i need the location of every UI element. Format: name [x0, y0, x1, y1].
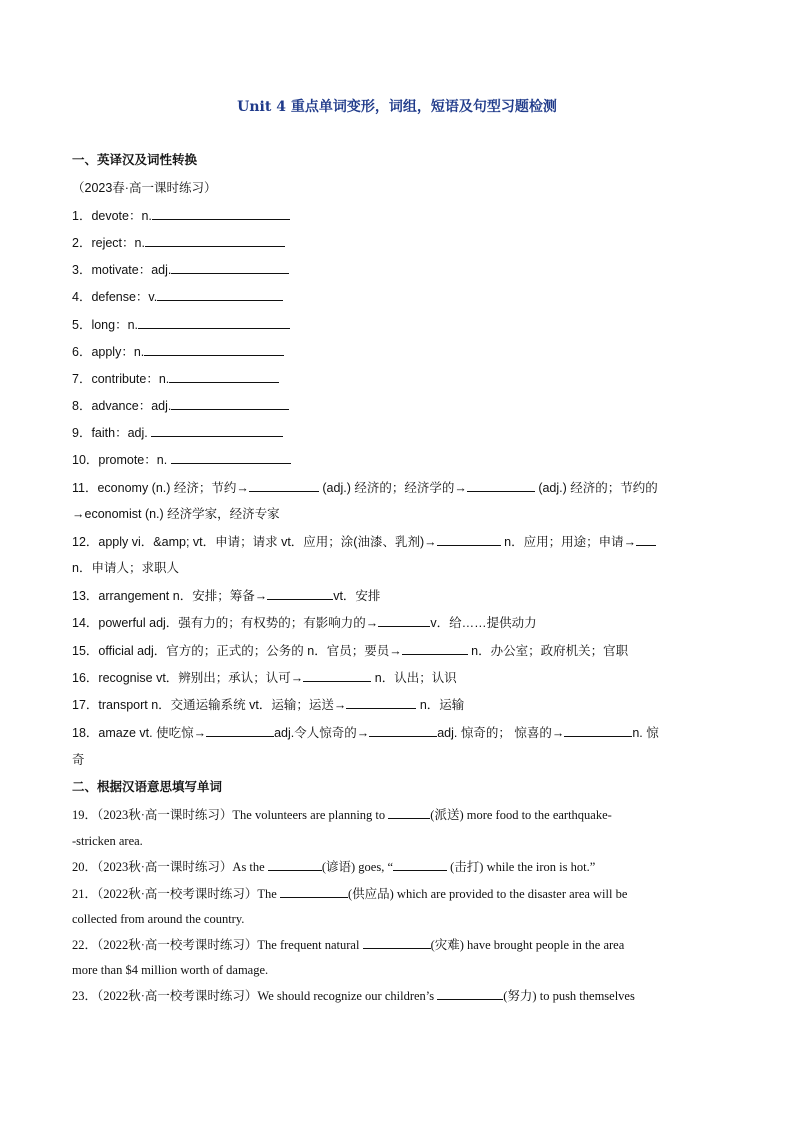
- answer-blank[interactable]: [303, 669, 371, 682]
- answer-blank[interactable]: [249, 479, 319, 492]
- item-text: vt．安排: [333, 589, 381, 603]
- item-1: [72, 207, 290, 224]
- item-10: [72, 451, 291, 468]
- answer-blank[interactable]: [157, 288, 283, 301]
- sentence-20: [72, 858, 595, 875]
- section-1-heading: 一、英译汉及词性转换: [72, 152, 198, 167]
- sentence-19-continued: -stricken area.: [72, 834, 143, 848]
- item-text: 15．official adj．官方的；正式的；公务的 n．官员；要员→: [72, 644, 402, 658]
- item-text: 12．apply vi．&amp; vt．申请；请求 vt．应用；涂(油漆、乳剂)→: [72, 535, 437, 549]
- item-text: (adj.) 经济的；经济学的→: [318, 481, 467, 495]
- answer-blank[interactable]: [346, 696, 416, 709]
- item-text: (adj.) 经济的；节约的: [534, 481, 658, 495]
- item-13: [72, 587, 380, 604]
- answer-blank[interactable]: [206, 724, 274, 737]
- sentence-23: [72, 987, 635, 1004]
- item-text: 8．advance：adj.: [72, 399, 172, 413]
- item-text: 9．faith：adj.: [72, 426, 152, 440]
- answer-blank[interactable]: [145, 234, 285, 247]
- item-text: adj.令人惊奇的→: [274, 726, 370, 740]
- answer-blank[interactable]: [268, 858, 322, 871]
- item-text: n．办公室；政府机关；官职: [467, 644, 629, 658]
- answer-blank[interactable]: [144, 343, 284, 356]
- answer-blank[interactable]: [267, 587, 333, 600]
- answer-blank[interactable]: [402, 642, 468, 655]
- answer-blank[interactable]: [171, 261, 289, 274]
- sentence-21: [72, 885, 627, 902]
- answer-blank[interactable]: [280, 885, 348, 898]
- item-text: 3．motivate：adj.: [72, 263, 172, 277]
- item-text: 10．promote：n.: [72, 453, 171, 467]
- sentence-22: [72, 936, 624, 953]
- item-text: 14．powerful adj．强有力的；有权势的；有影响力的→: [72, 616, 379, 630]
- item-text: n. 惊: [632, 726, 659, 740]
- item-text: 5．long：n.: [72, 318, 139, 332]
- sentence-text: (灾难) have brought people in the area: [430, 938, 625, 952]
- item-text: 17．transport n．交通运输系统 vt．运输；运送→: [72, 698, 347, 712]
- item-11-continued: →economist (n.) 经济学家，经济专家: [72, 507, 280, 521]
- sentence-text: (供应品) which are provided to the disaster area will be: [347, 887, 628, 901]
- item-14: [72, 614, 537, 631]
- answer-blank[interactable]: [171, 451, 291, 464]
- item-text: 18．amaze vt. 使吃惊→: [72, 726, 207, 740]
- sentence-text: 20．（2023秋·高一课时练习）As the: [72, 860, 268, 874]
- item-text: n．认出；认识: [371, 671, 457, 685]
- sentence-text: 19．（2023秋·高一课时练习）The volunteers are planning to: [72, 808, 389, 822]
- item-7: [72, 370, 279, 387]
- item-text: n．应用；用途；申请→: [500, 535, 637, 549]
- answer-blank[interactable]: [138, 316, 290, 329]
- item-8: [72, 397, 289, 414]
- item-17: [72, 696, 464, 713]
- answer-blank[interactable]: [437, 533, 501, 546]
- item-text: 4．defense：v.: [72, 290, 158, 304]
- item-12: [72, 533, 656, 550]
- section-2-heading: 二、根据汉语意思填写单词: [72, 779, 223, 794]
- item-text: adj. 惊奇的； 惊喜的→: [437, 726, 565, 740]
- item-text: 11．economy (n.) 经济；节约→: [72, 481, 249, 495]
- answer-blank[interactable]: [378, 614, 430, 627]
- item-12-continued: n．申请人；求职人: [72, 561, 179, 575]
- sentence-text: (派送) more food to the earthquake-: [430, 808, 612, 822]
- item-16: [72, 669, 457, 686]
- item-2: [72, 234, 285, 251]
- sentence-text: (击打) while the iron is hot.”: [447, 860, 596, 874]
- sentence-21-continued: collected from around the country.: [72, 912, 245, 926]
- item-3: [72, 261, 289, 278]
- answer-blank[interactable]: [393, 858, 447, 871]
- item-18-continued: 奇: [72, 753, 85, 767]
- sentence-text: (谚语) goes, “: [321, 860, 393, 874]
- answer-blank[interactable]: [171, 397, 289, 410]
- answer-blank[interactable]: [437, 987, 503, 1000]
- item-6: [72, 343, 284, 360]
- item-text: 2．reject：n.: [72, 236, 145, 250]
- document-title: Unit 4 重点单词变形，词组，短语及句型习题检测: [237, 99, 557, 115]
- item-15: [72, 642, 628, 659]
- answer-blank[interactable]: [152, 207, 290, 220]
- item-4: [72, 288, 283, 305]
- answer-blank[interactable]: [363, 936, 431, 949]
- item-text: 13．arrangement n．安排；筹备→: [72, 589, 268, 603]
- sentence-text: (努力) to push themselves: [503, 989, 635, 1003]
- item-text: 16．recognise vt．辨别出；承认；认可→: [72, 671, 304, 685]
- answer-blank[interactable]: [467, 479, 535, 492]
- answer-blank[interactable]: [636, 533, 656, 546]
- sentence-text: 23．（2022秋·高一校考课时练习）We should recognize our children’s: [72, 989, 438, 1003]
- answer-blank[interactable]: [151, 424, 283, 437]
- answer-blank[interactable]: [564, 724, 632, 737]
- answer-blank[interactable]: [369, 724, 437, 737]
- item-18: [72, 724, 659, 741]
- section-1-source: （2023春·高一课时练习）: [72, 181, 217, 195]
- sentence-19: [72, 806, 612, 823]
- item-11: [72, 479, 658, 496]
- item-text: 1．devote：n.: [72, 209, 152, 223]
- item-text: n．运输: [416, 698, 465, 712]
- sentence-text: 22．（2022秋·高一校考课时练习）The frequent natural: [72, 938, 363, 952]
- sentence-text: 21．（2022秋·高一校考课时练习）The: [72, 887, 280, 901]
- answer-blank[interactable]: [388, 806, 430, 819]
- item-text: 7．contribute：n.: [72, 372, 170, 386]
- sentence-22-continued: more than $4 million worth of damage.: [72, 963, 269, 977]
- answer-blank[interactable]: [169, 370, 279, 383]
- item-5: [72, 316, 290, 333]
- item-9: [72, 424, 283, 441]
- item-text: v．给……提供动力: [430, 616, 537, 630]
- item-text: 6．apply：n.: [72, 345, 145, 359]
